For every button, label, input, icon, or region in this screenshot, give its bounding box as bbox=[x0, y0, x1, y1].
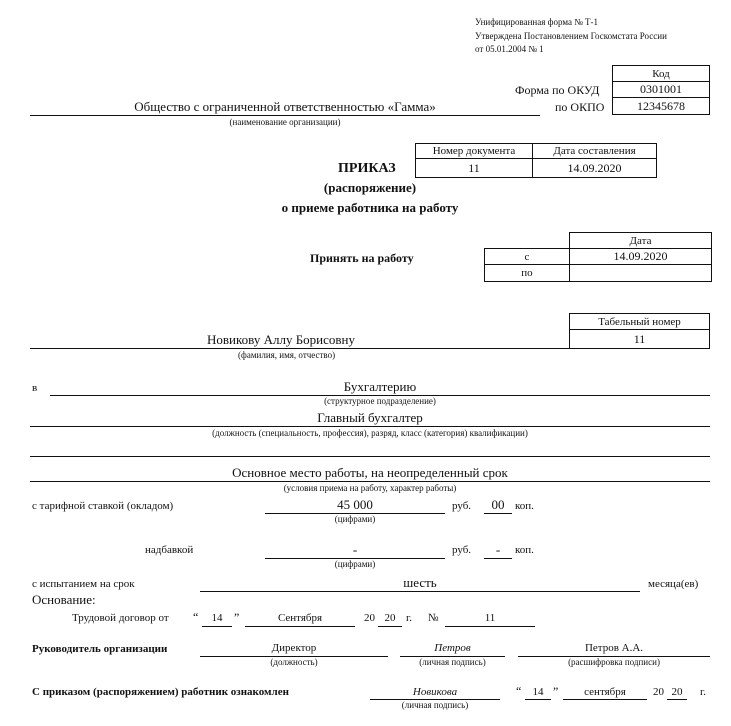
ack-day-line bbox=[525, 699, 551, 700]
ack-month: сентября bbox=[584, 686, 626, 698]
order-purpose: о приеме работника на работу bbox=[281, 200, 459, 215]
rate-kop-line bbox=[484, 513, 512, 514]
organization-caption: (наименование организации) bbox=[229, 117, 341, 127]
contract-day-line bbox=[202, 626, 232, 627]
okpo-label: по ОКПО bbox=[555, 100, 605, 114]
tab-number-value: 11 bbox=[569, 329, 710, 349]
head-signature-caption: (личная подпись) bbox=[419, 657, 486, 667]
head-decoding-caption: (расшифровка подписи) bbox=[568, 657, 660, 667]
rate-rub-label: руб. bbox=[452, 500, 472, 512]
ack-year-unit: г. bbox=[700, 686, 707, 698]
hire-label: Принять на работу bbox=[310, 251, 414, 265]
ack-year-prefix: 20 bbox=[653, 686, 664, 698]
blank-line bbox=[30, 456, 710, 457]
head-position: Директор bbox=[271, 642, 317, 654]
doc-number-value: 11 bbox=[415, 158, 533, 178]
okpo-value: 12345678 bbox=[612, 97, 710, 115]
contract-no-label: № bbox=[428, 612, 439, 624]
ack-year-line bbox=[667, 699, 687, 700]
doc-date-value: 14.09.2020 bbox=[532, 158, 657, 178]
order-subtitle: (распоряжение) bbox=[323, 180, 417, 195]
contract-day: 14 bbox=[211, 612, 223, 624]
employee-line bbox=[30, 348, 569, 349]
probation-value: шесть bbox=[403, 575, 437, 590]
ack-quote-open: “ bbox=[516, 684, 522, 698]
contract-month: Сентября bbox=[277, 612, 323, 624]
contract-number: 11 bbox=[484, 612, 496, 624]
contract-number-line bbox=[445, 626, 535, 627]
rate-caption: (цифрами) bbox=[334, 514, 376, 524]
code-header: Код bbox=[612, 65, 710, 82]
hire-to-label: по bbox=[484, 264, 570, 282]
department-caption: (структурное подразделение) bbox=[324, 396, 436, 406]
bonus-kop-line bbox=[484, 558, 512, 559]
ack-year: 20 bbox=[671, 686, 683, 698]
tab-number-header: Табельный номер bbox=[569, 313, 710, 330]
conditions-line bbox=[30, 481, 710, 482]
contract-label: Трудовой договор от bbox=[72, 612, 169, 624]
head-position-caption: (должность) bbox=[270, 657, 318, 667]
work-conditions: Основное место работы, на неопределенный срок bbox=[232, 465, 508, 480]
position-caption: (должность (специальность, профессия), разряд, класс (категория) квалификации) bbox=[212, 428, 528, 438]
employee-name: Новикову Аллу Борисовну bbox=[207, 332, 355, 347]
contract-year-prefix: 20 bbox=[364, 612, 375, 624]
doc-number-header: Номер документа bbox=[415, 143, 533, 159]
bonus-rub: - bbox=[352, 542, 358, 557]
employee-caption: (фамилия, имя, отчество) bbox=[238, 350, 336, 360]
rate-label: с тарифной ставкой (окладом) bbox=[32, 500, 174, 512]
bonus-kop-label: коп. bbox=[515, 544, 534, 556]
form-note-line1: Унифицированная форма № Т-1 bbox=[475, 17, 599, 27]
hire-to-value bbox=[569, 264, 712, 282]
contract-year: 20 bbox=[384, 612, 396, 624]
doc-date-header: Дата составления bbox=[532, 143, 657, 159]
rate-kop: 00 bbox=[491, 497, 505, 512]
hire-date-header: Дата bbox=[569, 232, 712, 249]
contract-year-line bbox=[378, 626, 402, 627]
ack-month-line bbox=[563, 699, 647, 700]
probation-unit: месяца(ев) bbox=[648, 578, 699, 590]
position-line bbox=[30, 426, 710, 427]
contract-quote-close: ” bbox=[234, 610, 240, 624]
order-title: ПРИКАЗ bbox=[338, 161, 396, 176]
position-title: Главный бухгалтер bbox=[317, 410, 423, 425]
probation-label: с испытанием на срок bbox=[32, 578, 135, 590]
bonus-label: надбавкой bbox=[145, 544, 194, 556]
conditions-caption: (условия приема на работу, характер работы) bbox=[283, 483, 457, 493]
okud-label: Форма по ОКУД bbox=[515, 83, 600, 97]
department-name: Бухгалтерию bbox=[343, 379, 417, 394]
head-label: Руководитель организации bbox=[32, 643, 168, 655]
head-signature: Петров bbox=[434, 642, 471, 654]
organization-name: Общество с ограниченной ответственностью «Гамма» bbox=[134, 99, 436, 114]
bonus-rub-label: руб. bbox=[452, 544, 472, 556]
bonus-caption: (цифрами) bbox=[334, 559, 376, 569]
bonus-kop: - bbox=[495, 542, 501, 557]
head-decoding: Петров А.А. bbox=[584, 642, 644, 654]
in-label: в bbox=[32, 382, 38, 394]
basis-label: Основание: bbox=[32, 592, 96, 607]
acquainted-label: С приказом (распоряжением) работник ознакомлен bbox=[32, 686, 289, 698]
form-note-line2: Утверждена Постановлением Госкомстата России bbox=[475, 31, 667, 41]
ack-day: 14 bbox=[532, 686, 544, 698]
contract-quote-open: “ bbox=[193, 610, 199, 624]
employee-signature: Новикова bbox=[412, 686, 458, 698]
form-note-line3: от 05.01.2004 № 1 bbox=[475, 44, 544, 54]
organization-line bbox=[30, 115, 540, 116]
hire-from-label: с bbox=[484, 248, 570, 265]
hire-from-value: 14.09.2020 bbox=[569, 248, 712, 265]
okud-value: 0301001 bbox=[612, 81, 710, 98]
ack-quote-close: ” bbox=[553, 684, 559, 698]
rate-rub: 45 000 bbox=[337, 497, 373, 512]
employee-signature-caption: (личная подпись) bbox=[401, 700, 469, 710]
rate-kop-label: коп. bbox=[515, 500, 534, 512]
probation-line bbox=[200, 591, 640, 592]
contract-month-line bbox=[245, 626, 355, 627]
contract-year-unit: г. bbox=[406, 612, 413, 624]
